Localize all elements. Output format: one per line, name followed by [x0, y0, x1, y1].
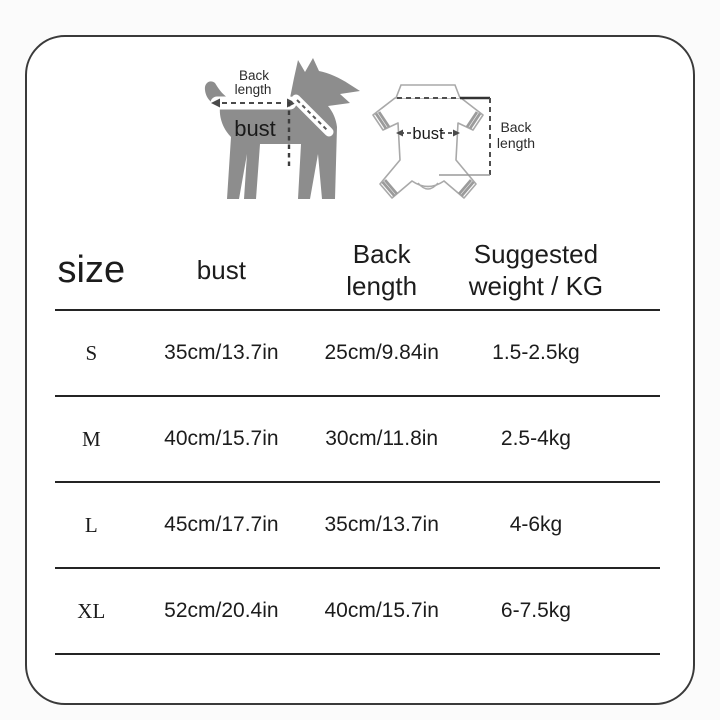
- weight-value: 1.5-2.5kg: [492, 341, 580, 364]
- back-length-value: 35cm/13.7in: [324, 513, 439, 536]
- dog-silhouette: [205, 58, 360, 199]
- back-length-value: 30cm/11.8in: [325, 427, 439, 450]
- garment-collar: [396, 85, 460, 98]
- garment-bust-label: bust: [412, 125, 444, 143]
- size-table: [55, 232, 660, 655]
- garment-back-length-label-line2: length: [496, 135, 536, 151]
- weight-value: 6-7.5kg: [500, 599, 571, 622]
- header-weight: [448, 239, 623, 302]
- garment-back-length-label-line1: Back: [500, 119, 532, 135]
- header-bust: bust: [196, 254, 246, 285]
- table-row: [55, 483, 660, 569]
- header-back-length-text: Back length: [346, 238, 418, 301]
- garment-measurement-diagram: [370, 82, 550, 210]
- header-weight-text: Suggested weight / KG: [468, 238, 604, 301]
- dog-back-length-label-line2: length: [234, 82, 272, 97]
- header-back-length: [315, 239, 448, 302]
- table-row: [55, 397, 660, 483]
- size-value: XL: [77, 598, 106, 623]
- dog-back-length-label-line1: Back: [238, 68, 270, 83]
- size-chart-card: [25, 35, 695, 705]
- size-value: S: [85, 340, 98, 365]
- bust-value: 52cm/20.4in: [164, 599, 279, 622]
- header-size: size: [57, 249, 126, 292]
- weight-value: 4-6kg: [509, 513, 563, 536]
- weight-value: 2.5-4kg: [500, 427, 571, 450]
- size-value: M: [81, 426, 101, 451]
- back-length-value: 40cm/15.7in: [324, 599, 439, 622]
- table-header-row: [55, 232, 660, 311]
- bust-value: 35cm/13.7in: [164, 341, 279, 364]
- table-row: [55, 569, 660, 655]
- dog-bust-label: bust: [234, 116, 276, 141]
- bust-value: 40cm/15.7in: [164, 427, 279, 450]
- bust-value: 45cm/17.7in: [164, 513, 279, 536]
- dog-measurement-diagram: [195, 52, 375, 204]
- back-length-value: 25cm/9.84in: [324, 341, 439, 364]
- table-row: [55, 311, 660, 397]
- garment-outline: [373, 98, 483, 198]
- size-value: L: [84, 512, 98, 537]
